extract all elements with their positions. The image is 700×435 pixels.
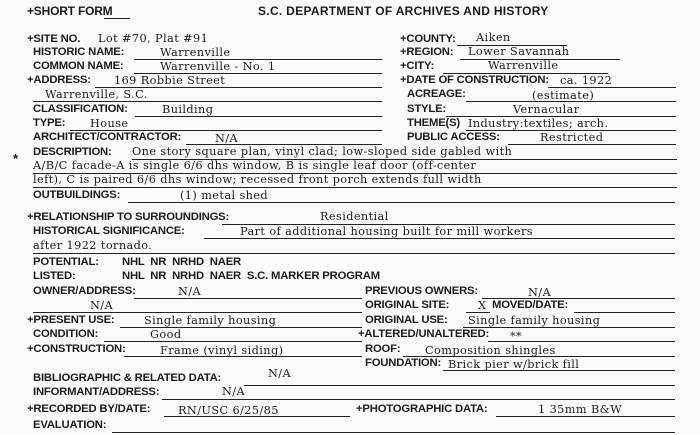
classification-line xyxy=(135,116,382,117)
altered-label: +ALTERED/UNALTERED: xyxy=(358,328,490,340)
recorded-label: +RECORDED BY/DATE: xyxy=(27,403,151,415)
informant-value: N/A xyxy=(222,385,246,398)
public-access-value: Restricted xyxy=(540,131,604,144)
previous-owners-label: PREVIOUS OWNERS: xyxy=(365,285,478,297)
condition-value: Good xyxy=(150,328,182,341)
potential-label: POTENTIAL: xyxy=(33,256,99,268)
owner-line xyxy=(134,298,362,299)
short-form-label: +SHORT FORM xyxy=(27,4,113,18)
present-use-label: +PRESENT USE: xyxy=(27,314,115,326)
county-label: +COUNTY: xyxy=(400,33,456,45)
architect-label: ARCHITECT/CONTRACTOR: xyxy=(33,131,182,143)
significance-line-1: Part of additional housing built for mill workers xyxy=(240,225,533,238)
historic-name-label: HISTORIC NAME: xyxy=(33,46,125,58)
description-line-2: A/B/C facade-A is single 6/6 dhs window, B is single leaf door (off-center xyxy=(33,159,477,172)
photographic-value: 1 35mm B&W xyxy=(538,403,623,416)
region-label: +REGION: xyxy=(400,46,454,58)
owner-label: OWNER/ADDRESS: xyxy=(33,285,136,297)
original-site-line xyxy=(466,312,490,313)
classification-label: CLASSIFICATION: xyxy=(33,103,128,115)
relationship-value: Residential xyxy=(320,210,389,223)
public-access-line xyxy=(508,144,676,145)
bibliographic-line xyxy=(244,385,675,386)
significance-label: HISTORICAL SIGNIFICANCE: xyxy=(33,225,185,237)
original-use-line xyxy=(463,327,675,328)
acreage-value: (estimate) xyxy=(532,89,595,102)
address-value-line2: Warrenville, S.C. xyxy=(45,88,148,101)
significance-line-2: after 1922 tornado. xyxy=(33,239,153,252)
roof-value: Composition shingles xyxy=(425,344,556,357)
bibliographic-value: N/A xyxy=(268,367,292,380)
type-label: TYPE: xyxy=(33,117,66,129)
site-no-label: +SITE NO. xyxy=(27,33,81,45)
theme-value: Industry:textiles; arch. xyxy=(468,117,609,130)
photographic-label: +PHOTOGRAPHIC DATA: xyxy=(356,403,488,415)
original-use-label: ORIGINAL USE: xyxy=(365,314,448,326)
construction-value: Frame (vinyl siding) xyxy=(160,344,284,357)
photographic-line xyxy=(496,416,675,417)
description-rule-3 xyxy=(33,187,677,188)
recorded-value: RN/USC 6/25/85 xyxy=(178,404,279,417)
condition-label: CONDITION: xyxy=(33,328,99,340)
address-value: 169 Robbie Street xyxy=(114,74,226,87)
city-value: Warrenville xyxy=(488,59,559,72)
roof-label: ROOF: xyxy=(365,343,401,355)
listed-options: NHL NR NRHD NAER S.C. MARKER PROGRAM xyxy=(122,270,380,282)
description-line-3: left), C is paired 6/6 dhs window; recessed front porch extends full width xyxy=(33,173,482,186)
informant-line xyxy=(162,399,675,400)
style-label: STYLE: xyxy=(407,103,446,115)
common-name-value: Warrenville - No. 1 xyxy=(160,60,276,73)
acreage-label: ACREAGE: xyxy=(407,88,466,100)
form-title: S.C. DEPARTMENT OF ARCHIVES AND HISTORY xyxy=(258,4,549,18)
owner-value-line2: N/A xyxy=(90,299,114,312)
bibliographic-label: BIBLIOGRAPHIC & RELATED DATA: xyxy=(33,372,222,384)
date-construction-label: +DATE OF CONSTRUCTION: xyxy=(400,74,549,86)
listed-label: LISTED: xyxy=(33,270,76,282)
site-no-value: Lot #70, Plat #91 xyxy=(98,32,209,45)
previous-owners-value: N/A xyxy=(528,286,552,299)
construction-label: +CONSTRUCTION: xyxy=(27,343,126,355)
informant-label: INFORMANT/ADDRESS: xyxy=(33,386,160,398)
public-access-label: PUBLIC ACCESS: xyxy=(407,131,500,143)
significance-rule-1 xyxy=(204,238,675,239)
common-name-label: COMMON NAME: xyxy=(33,60,124,72)
original-site-label: ORIGINAL SITE: xyxy=(365,299,450,311)
outbuildings-value: (1) metal shed xyxy=(180,189,269,202)
short-form-line xyxy=(104,18,130,19)
altered-value: ** xyxy=(510,330,523,343)
potential-options: NHL NR NRHD NAER xyxy=(122,256,242,268)
original-use-value: Single family housing xyxy=(468,314,601,327)
evaluation-label: EVALUATION: xyxy=(33,419,107,431)
original-site-value: X xyxy=(478,299,487,312)
date-construction-value: ca. 1922 xyxy=(560,74,613,87)
description-label: DESCRIPTION: xyxy=(33,146,112,158)
historic-name-value: Warrenville xyxy=(160,46,231,59)
classification-value: Building xyxy=(162,103,214,116)
owner-value: N/A xyxy=(178,285,202,298)
outbuildings-line xyxy=(128,202,675,203)
theme-label: THEME(S) xyxy=(407,117,460,129)
evaluation-line xyxy=(112,432,675,433)
asterisk-mark: * xyxy=(13,151,18,166)
foundation-value: Brick pier w/brick fill xyxy=(448,358,580,371)
date-construction-line xyxy=(548,87,676,88)
city-label: +CITY: xyxy=(400,60,435,72)
address-label: +ADDRESS: xyxy=(27,74,91,86)
moved-date-line xyxy=(574,312,675,313)
county-value: Aiken xyxy=(476,31,511,44)
present-use-value: Single family housing xyxy=(144,314,277,327)
type-value: House xyxy=(90,117,129,130)
description-line-1: One story square plan, vinyl clad; low-sloped side gabled with xyxy=(132,145,513,158)
owner-line-2 xyxy=(33,312,362,313)
foundation-label: FOUNDATION: xyxy=(365,357,442,369)
address-line-2 xyxy=(33,101,382,102)
style-value: Vernacular xyxy=(513,103,580,116)
region-value: Lower Savannah xyxy=(468,45,570,58)
outbuildings-label: OUTBUILDINGS: xyxy=(33,189,121,201)
condition-line xyxy=(104,341,362,342)
relationship-label: +RELATIONSHIP TO SURROUNDINGS: xyxy=(27,211,230,223)
moved-date-label: MOVED/DATE: xyxy=(492,299,569,311)
significance-rule-2 xyxy=(33,253,675,254)
architect-value: N/A xyxy=(215,132,239,145)
